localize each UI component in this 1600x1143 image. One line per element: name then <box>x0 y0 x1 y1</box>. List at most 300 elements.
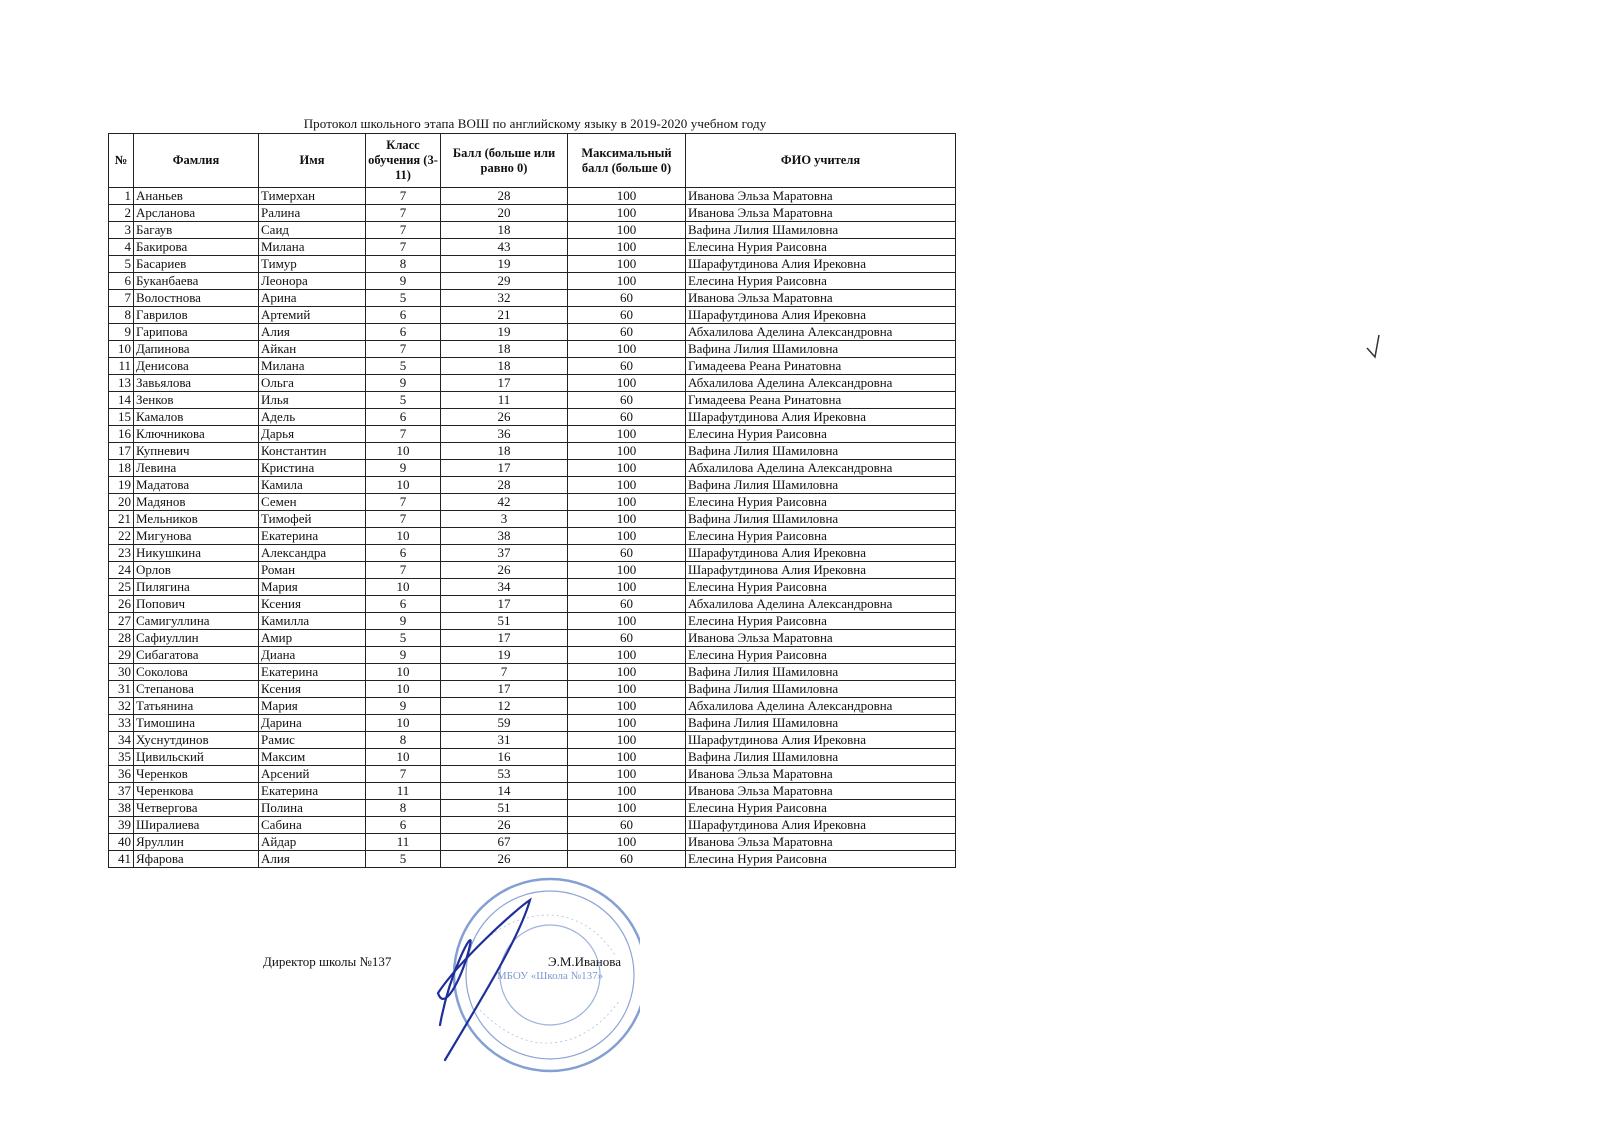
cell-grade: 9 <box>366 613 441 630</box>
cell-score: 3 <box>441 511 568 528</box>
cell-grade: 5 <box>366 392 441 409</box>
cell-teacher: Шарафутдинова Алия Ирековна <box>686 732 956 749</box>
cell-score: 20 <box>441 205 568 222</box>
cell-surname: Арсланова <box>134 205 259 222</box>
cell-num: 41 <box>109 851 134 868</box>
cell-name: Кристина <box>259 460 366 477</box>
cell-num: 25 <box>109 579 134 596</box>
cell-teacher: Елесина Нурия Раисовна <box>686 579 956 596</box>
cell-teacher: Иванова Эльза Маратовна <box>686 630 956 647</box>
cell-teacher: Шарафутдинова Алия Ирековна <box>686 409 956 426</box>
cell-grade: 7 <box>366 766 441 783</box>
cell-name: Милана <box>259 239 366 256</box>
table-row <box>109 800 956 817</box>
cell-grade: 7 <box>366 205 441 222</box>
table-row <box>109 681 956 698</box>
cell-name: Александра <box>259 545 366 562</box>
cell-score: 38 <box>441 528 568 545</box>
cell-max: 100 <box>568 528 686 545</box>
cell-surname: Хуснутдинов <box>134 732 259 749</box>
cell-num: 20 <box>109 494 134 511</box>
cell-surname: Орлов <box>134 562 259 579</box>
cell-name: Тимур <box>259 256 366 273</box>
cell-teacher: Елесина Нурия Раисовна <box>686 528 956 545</box>
cell-grade: 5 <box>366 630 441 647</box>
cell-grade: 10 <box>366 443 441 460</box>
table-row <box>109 766 956 783</box>
cell-name: Илья <box>259 392 366 409</box>
cell-num: 31 <box>109 681 134 698</box>
header-score: Балл (больше или равно 0) <box>441 134 568 188</box>
cell-max: 100 <box>568 222 686 239</box>
table-row <box>109 715 956 732</box>
cell-num: 5 <box>109 256 134 273</box>
cell-num: 40 <box>109 834 134 851</box>
cell-name: Тимерхан <box>259 188 366 205</box>
cell-surname: Черенкова <box>134 783 259 800</box>
cell-surname: Мельников <box>134 511 259 528</box>
director-name: Э.М.Иванова <box>548 954 621 969</box>
cell-surname: Цивильский <box>134 749 259 766</box>
cell-num: 36 <box>109 766 134 783</box>
cell-name: Ольга <box>259 375 366 392</box>
cell-name: Мария <box>259 579 366 596</box>
cell-surname: Левина <box>134 460 259 477</box>
results-table <box>108 133 956 868</box>
cell-num: 18 <box>109 460 134 477</box>
table-row <box>109 409 956 426</box>
cell-surname: Тимошина <box>134 715 259 732</box>
cell-surname: Гарипова <box>134 324 259 341</box>
cell-name: Константин <box>259 443 366 460</box>
cell-name: Мария <box>259 698 366 715</box>
cell-score: 19 <box>441 324 568 341</box>
cell-teacher: Шарафутдинова Алия Ирековна <box>686 256 956 273</box>
cell-score: 53 <box>441 766 568 783</box>
cell-name: Диана <box>259 647 366 664</box>
cell-teacher: Абхалилова Аделина Александровна <box>686 698 956 715</box>
cell-teacher: Шарафутдинова Алия Ирековна <box>686 545 956 562</box>
cell-grade: 10 <box>366 477 441 494</box>
cell-max: 100 <box>568 375 686 392</box>
cell-name: Дарья <box>259 426 366 443</box>
cell-name: Екатерина <box>259 783 366 800</box>
cell-num: 16 <box>109 426 134 443</box>
cell-teacher: Шарафутдинова Алия Ирековна <box>686 817 956 834</box>
cell-max: 60 <box>568 324 686 341</box>
cell-num: 34 <box>109 732 134 749</box>
cell-grade: 10 <box>366 715 441 732</box>
cell-teacher: Иванова Эльза Маратовна <box>686 834 956 851</box>
header-grade: Класс обучения (3-11) <box>366 134 441 188</box>
cell-grade: 7 <box>366 188 441 205</box>
cell-teacher: Елесина Нурия Раисовна <box>686 851 956 868</box>
table-row <box>109 732 956 749</box>
cell-grade: 9 <box>366 698 441 715</box>
cell-grade: 5 <box>366 358 441 375</box>
cell-surname: Яфарова <box>134 851 259 868</box>
cell-teacher: Иванова Эльза Маратовна <box>686 188 956 205</box>
cell-teacher: Вафина Лилия Шамиловна <box>686 477 956 494</box>
table-row <box>109 664 956 681</box>
table-row <box>109 239 956 256</box>
cell-score: 37 <box>441 545 568 562</box>
cell-teacher: Шарафутдинова Алия Ирековна <box>686 562 956 579</box>
cell-teacher: Абхалилова Аделина Александровна <box>686 375 956 392</box>
cell-score: 11 <box>441 392 568 409</box>
cell-teacher: Шарафутдинова Алия Ирековна <box>686 307 956 324</box>
table-row <box>109 579 956 596</box>
cell-max: 100 <box>568 477 686 494</box>
table-row <box>109 460 956 477</box>
cell-name: Айдар <box>259 834 366 851</box>
cell-teacher: Гимадеева Реана Ринатовна <box>686 358 956 375</box>
cell-grade: 9 <box>366 273 441 290</box>
cell-max: 100 <box>568 341 686 358</box>
cell-num: 10 <box>109 341 134 358</box>
cell-num: 32 <box>109 698 134 715</box>
cell-max: 60 <box>568 545 686 562</box>
cell-num: 28 <box>109 630 134 647</box>
cell-teacher: Вафина Лилия Шамиловна <box>686 681 956 698</box>
cell-teacher: Вафина Лилия Шамиловна <box>686 443 956 460</box>
cell-surname: Гаврилов <box>134 307 259 324</box>
cell-grade: 7 <box>366 222 441 239</box>
cell-grade: 7 <box>366 562 441 579</box>
cell-max: 100 <box>568 834 686 851</box>
cell-score: 36 <box>441 426 568 443</box>
cell-max: 100 <box>568 766 686 783</box>
table-row <box>109 324 956 341</box>
cell-grade: 10 <box>366 681 441 698</box>
table-row <box>109 443 956 460</box>
table-row <box>109 698 956 715</box>
cell-surname: Четвергова <box>134 800 259 817</box>
cell-surname: Пилягина <box>134 579 259 596</box>
cell-surname: Мадянов <box>134 494 259 511</box>
cell-max: 60 <box>568 630 686 647</box>
table-row <box>109 562 956 579</box>
cell-num: 15 <box>109 409 134 426</box>
cell-surname: Никушкина <box>134 545 259 562</box>
cell-max: 100 <box>568 783 686 800</box>
cell-max: 100 <box>568 647 686 664</box>
cell-teacher: Елесина Нурия Раисовна <box>686 647 956 664</box>
cell-surname: Яруллин <box>134 834 259 851</box>
cell-teacher: Вафина Лилия Шамиловна <box>686 341 956 358</box>
cell-teacher: Иванова Эльза Маратовна <box>686 205 956 222</box>
table-row <box>109 851 956 868</box>
cell-teacher: Вафина Лилия Шамиловна <box>686 511 956 528</box>
cell-name: Дарина <box>259 715 366 732</box>
cell-num: 24 <box>109 562 134 579</box>
cell-surname: Мадатова <box>134 477 259 494</box>
cell-max: 100 <box>568 256 686 273</box>
cell-surname: Сибагатова <box>134 647 259 664</box>
cell-grade: 9 <box>366 375 441 392</box>
cell-grade: 10 <box>366 749 441 766</box>
header-max-score: Максимальный балл (больше 0) <box>568 134 686 188</box>
cell-max: 60 <box>568 290 686 307</box>
cell-max: 100 <box>568 613 686 630</box>
cell-score: 28 <box>441 188 568 205</box>
cell-score: 19 <box>441 256 568 273</box>
cell-num: 1 <box>109 188 134 205</box>
cell-teacher: Вафина Лилия Шамиловна <box>686 715 956 732</box>
cell-surname: Буканбаева <box>134 273 259 290</box>
cell-score: 42 <box>441 494 568 511</box>
cell-score: 19 <box>441 647 568 664</box>
table-row <box>109 426 956 443</box>
table-row <box>109 290 956 307</box>
cell-surname: Волостнова <box>134 290 259 307</box>
cell-name: Адель <box>259 409 366 426</box>
cell-max: 100 <box>568 681 686 698</box>
cell-max: 100 <box>568 749 686 766</box>
cell-score: 26 <box>441 409 568 426</box>
cell-num: 4 <box>109 239 134 256</box>
cell-num: 35 <box>109 749 134 766</box>
cell-name: Артемий <box>259 307 366 324</box>
cell-num: 29 <box>109 647 134 664</box>
cell-surname: Татьянина <box>134 698 259 715</box>
cell-grade: 10 <box>366 528 441 545</box>
cell-max: 100 <box>568 205 686 222</box>
document-title: Протокол школьного этапа ВОШ по английскому языку в 2019-2020 учебном году <box>303 116 767 131</box>
cell-grade: 6 <box>366 324 441 341</box>
cell-max: 60 <box>568 851 686 868</box>
cell-grade: 9 <box>366 647 441 664</box>
cell-max: 100 <box>568 426 686 443</box>
cell-name: Максим <box>259 749 366 766</box>
cell-grade: 6 <box>366 307 441 324</box>
table-row <box>109 817 956 834</box>
cell-num: 30 <box>109 664 134 681</box>
table-row <box>109 630 956 647</box>
cell-surname: Дапинова <box>134 341 259 358</box>
cell-surname: Багаув <box>134 222 259 239</box>
cell-max: 100 <box>568 273 686 290</box>
cell-num: 22 <box>109 528 134 545</box>
cell-teacher: Елесина Нурия Раисовна <box>686 273 956 290</box>
cell-max: 100 <box>568 443 686 460</box>
cell-name: Алия <box>259 851 366 868</box>
cell-num: 21 <box>109 511 134 528</box>
cell-score: 67 <box>441 834 568 851</box>
cell-teacher: Елесина Нурия Раисовна <box>686 239 956 256</box>
cell-surname: Купневич <box>134 443 259 460</box>
check-mark-icon <box>1365 333 1385 363</box>
cell-num: 19 <box>109 477 134 494</box>
cell-name: Камила <box>259 477 366 494</box>
cell-num: 17 <box>109 443 134 460</box>
cell-name: Семен <box>259 494 366 511</box>
table-row <box>109 273 956 290</box>
cell-score: 32 <box>441 290 568 307</box>
cell-name: Тимофей <box>259 511 366 528</box>
cell-score: 59 <box>441 715 568 732</box>
cell-grade: 7 <box>366 511 441 528</box>
cell-max: 100 <box>568 698 686 715</box>
cell-name: Екатерина <box>259 528 366 545</box>
cell-num: 38 <box>109 800 134 817</box>
cell-max: 100 <box>568 239 686 256</box>
cell-teacher: Абхалилова Аделина Александровна <box>686 460 956 477</box>
cell-score: 31 <box>441 732 568 749</box>
cell-num: 7 <box>109 290 134 307</box>
cell-num: 3 <box>109 222 134 239</box>
cell-teacher: Вафина Лилия Шамиловна <box>686 749 956 766</box>
cell-num: 14 <box>109 392 134 409</box>
cell-score: 26 <box>441 562 568 579</box>
cell-grade: 10 <box>366 579 441 596</box>
cell-num: 33 <box>109 715 134 732</box>
cell-grade: 7 <box>366 341 441 358</box>
cell-grade: 7 <box>366 494 441 511</box>
cell-name: Рамис <box>259 732 366 749</box>
table-row <box>109 256 956 273</box>
table-row <box>109 749 956 766</box>
cell-grade: 8 <box>366 800 441 817</box>
cell-name: Саид <box>259 222 366 239</box>
cell-score: 18 <box>441 358 568 375</box>
cell-surname: Мигунова <box>134 528 259 545</box>
table-row <box>109 222 956 239</box>
cell-grade: 9 <box>366 460 441 477</box>
cell-max: 100 <box>568 579 686 596</box>
cell-teacher: Абхалилова Аделина Александровна <box>686 596 956 613</box>
cell-max: 100 <box>568 511 686 528</box>
header-num: № <box>109 134 134 188</box>
cell-surname: Бакирова <box>134 239 259 256</box>
cell-name: Сабина <box>259 817 366 834</box>
cell-num: 9 <box>109 324 134 341</box>
cell-max: 100 <box>568 715 686 732</box>
cell-name: Ксения <box>259 681 366 698</box>
cell-num: 2 <box>109 205 134 222</box>
header-teacher: ФИО учителя <box>686 134 956 188</box>
cell-max: 60 <box>568 817 686 834</box>
table-row <box>109 511 956 528</box>
table-row <box>109 392 956 409</box>
cell-grade: 7 <box>366 426 441 443</box>
cell-num: 11 <box>109 358 134 375</box>
cell-grade: 7 <box>366 239 441 256</box>
cell-name: Алия <box>259 324 366 341</box>
school-stamp <box>420 875 640 1090</box>
cell-teacher: Вафина Лилия Шамиловна <box>686 222 956 239</box>
cell-grade: 6 <box>366 409 441 426</box>
table-row <box>109 545 956 562</box>
cell-max: 60 <box>568 409 686 426</box>
cell-score: 51 <box>441 800 568 817</box>
cell-surname: Самигуллина <box>134 613 259 630</box>
cell-score: 17 <box>441 596 568 613</box>
cell-num: 6 <box>109 273 134 290</box>
cell-score: 18 <box>441 443 568 460</box>
cell-surname: Завьялова <box>134 375 259 392</box>
cell-name: Камилла <box>259 613 366 630</box>
cell-grade: 6 <box>366 817 441 834</box>
cell-score: 7 <box>441 664 568 681</box>
cell-name: Роман <box>259 562 366 579</box>
cell-score: 16 <box>441 749 568 766</box>
header-name: Имя <box>259 134 366 188</box>
cell-teacher: Гимадеева Реана Ринатовна <box>686 392 956 409</box>
cell-score: 17 <box>441 460 568 477</box>
cell-score: 26 <box>441 851 568 868</box>
cell-name: Ксения <box>259 596 366 613</box>
cell-teacher: Елесина Нурия Раисовна <box>686 426 956 443</box>
table-row <box>109 188 956 205</box>
cell-num: 39 <box>109 817 134 834</box>
cell-grade: 10 <box>366 664 441 681</box>
cell-surname: Соколова <box>134 664 259 681</box>
cell-name: Ралина <box>259 205 366 222</box>
table-row <box>109 477 956 494</box>
cell-max: 60 <box>568 358 686 375</box>
cell-max: 100 <box>568 664 686 681</box>
cell-max: 100 <box>568 494 686 511</box>
table-row <box>109 613 956 630</box>
cell-grade: 11 <box>366 834 441 851</box>
table-row <box>109 647 956 664</box>
cell-score: 18 <box>441 341 568 358</box>
cell-name: Милана <box>259 358 366 375</box>
cell-teacher: Абхалилова Аделина Александровна <box>686 324 956 341</box>
cell-name: Полина <box>259 800 366 817</box>
stamp-text: МБОУ «Школа №137» <box>496 970 604 982</box>
cell-score: 29 <box>441 273 568 290</box>
cell-max: 60 <box>568 392 686 409</box>
table-body <box>109 188 956 868</box>
cell-max: 100 <box>568 732 686 749</box>
cell-surname: Ананьев <box>134 188 259 205</box>
cell-max: 100 <box>568 460 686 477</box>
cell-grade: 11 <box>366 783 441 800</box>
cell-score: 43 <box>441 239 568 256</box>
cell-score: 26 <box>441 817 568 834</box>
cell-score: 14 <box>441 783 568 800</box>
cell-score: 17 <box>441 630 568 647</box>
cell-max: 100 <box>568 800 686 817</box>
cell-teacher: Вафина Лилия Шамиловна <box>686 664 956 681</box>
cell-surname: Денисова <box>134 358 259 375</box>
table-row <box>109 205 956 222</box>
cell-grade: 6 <box>366 545 441 562</box>
cell-max: 60 <box>568 596 686 613</box>
table-row <box>109 596 956 613</box>
table-row <box>109 834 956 851</box>
cell-score: 12 <box>441 698 568 715</box>
cell-name: Арсений <box>259 766 366 783</box>
cell-surname: Ширалиева <box>134 817 259 834</box>
cell-name: Арина <box>259 290 366 307</box>
cell-name: Амир <box>259 630 366 647</box>
cell-surname: Степанова <box>134 681 259 698</box>
cell-score: 51 <box>441 613 568 630</box>
cell-surname: Черенков <box>134 766 259 783</box>
cell-max: 60 <box>568 307 686 324</box>
table-row <box>109 494 956 511</box>
cell-surname: Зенков <box>134 392 259 409</box>
cell-score: 34 <box>441 579 568 596</box>
cell-max: 100 <box>568 188 686 205</box>
cell-num: 13 <box>109 375 134 392</box>
cell-name: Леонора <box>259 273 366 290</box>
table-row <box>109 528 956 545</box>
header-surname: Фамлия <box>134 134 259 188</box>
